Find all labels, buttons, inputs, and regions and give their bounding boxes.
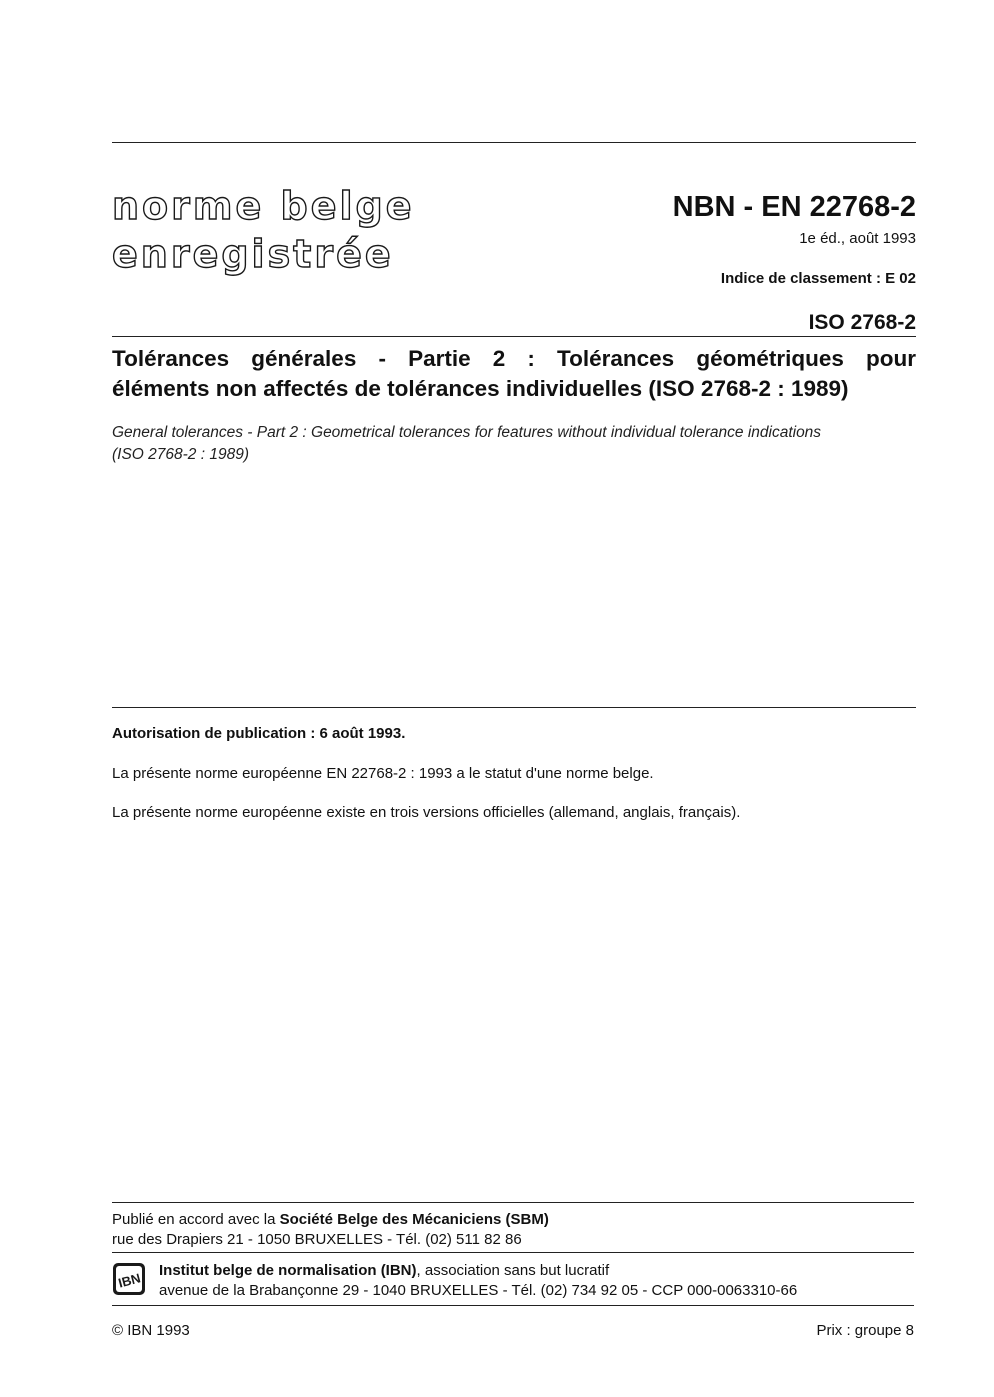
copyright: © IBN 1993: [112, 1322, 190, 1339]
institute-name: Institut belge de normalisation (IBN): [159, 1262, 417, 1279]
french-title-line-2: éléments non affectés de tolérances individuelles (ISO 2768-2 : 1989): [112, 376, 849, 401]
english-title-line-2: (ISO 2768-2 : 1989): [112, 446, 249, 463]
iso-reference: ISO 2768-2: [808, 311, 916, 334]
brand-line-1: norme belge: [112, 184, 415, 228]
ibn-logo-text: IBN: [116, 1270, 143, 1291]
french-title: [112, 344, 916, 404]
ibn-logo-icon: [112, 1262, 146, 1296]
publication-authorization: Autorisation de publication : 6 août 1993.: [112, 725, 406, 742]
french-title-line-1: Tolérances générales - Partie 2 : Tolérances géométriques pour: [112, 346, 916, 371]
footer-rule-middle: [112, 1252, 914, 1253]
institute-line: [159, 1261, 609, 1281]
society-name: Société Belge des Mécaniciens (SBM): [279, 1211, 549, 1228]
english-title-line-1: General tolerances - Part 2 : Geometrical tolerances for features without individual tolerance indications: [112, 424, 822, 441]
edition-date: 1e éd., août 1993: [799, 230, 916, 247]
official-versions-text: La présente norme européenne existe en trois versions officielles (allemand, anglais, français).: [112, 804, 741, 821]
institute-suffix: , association sans but lucratif: [416, 1262, 610, 1279]
price-group: Prix : groupe 8: [816, 1322, 914, 1339]
published-prefix: Publié en accord avec la: [112, 1211, 280, 1228]
standard-number: NBN - EN 22768-2: [672, 191, 916, 223]
brand-line-2: enregistrée: [112, 232, 394, 276]
english-title: [112, 422, 916, 466]
published-with-line: [112, 1210, 549, 1230]
society-address: rue des Drapiers 21 - 1050 BRUXELLES - Tél. (02) 511 82 86: [112, 1231, 522, 1248]
publication-rule: [112, 707, 916, 708]
footer-rule-bottom: [112, 1305, 914, 1306]
institute-address: avenue de la Brabançonne 29 - 1040 BRUXELLES - Tél. (02) 734 92 05 - CCP 000-0063310-66: [159, 1282, 798, 1299]
top-rule: [112, 142, 916, 143]
footer-rule-top: [112, 1202, 914, 1203]
belgian-status-text: La présente norme européenne EN 22768-2 : 1993 a le statut d'une norme belge.: [112, 765, 654, 782]
title-rule: [112, 336, 916, 337]
classification-index: Indice de classement : E 02: [720, 270, 916, 287]
